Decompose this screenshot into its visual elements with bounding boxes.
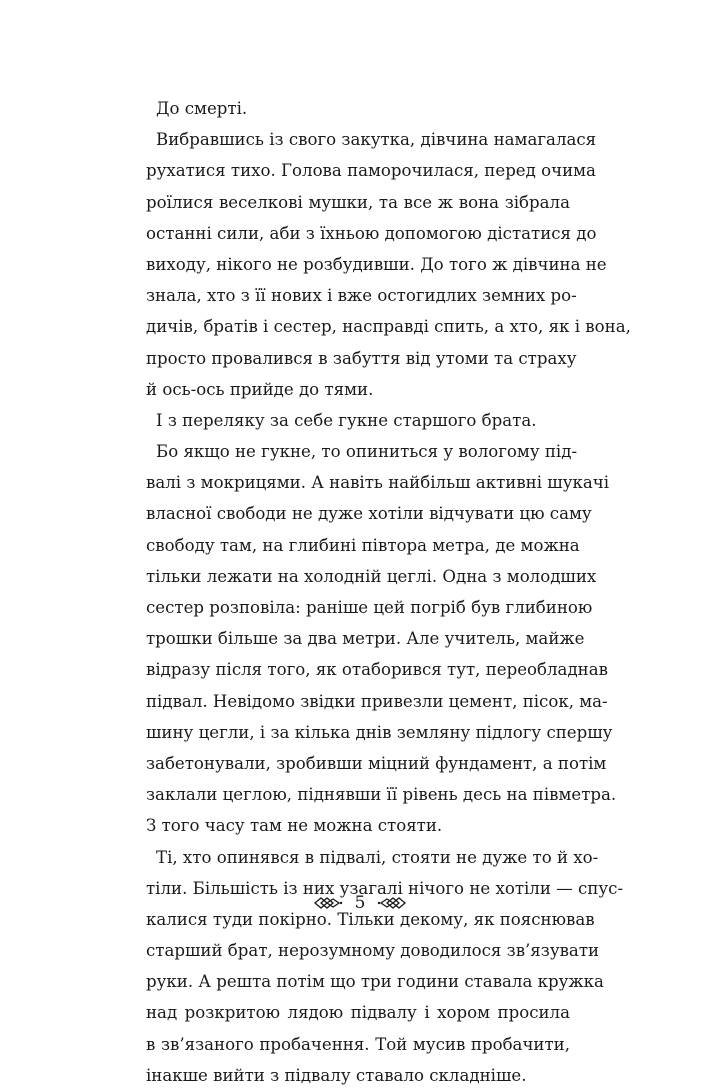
paragraph-2 — [146, 124, 570, 405]
text-line: тіли. Більшість із них узагалі нічого не хотіли — спус- — [146, 873, 570, 904]
text-line: в зв’язаного пробачення. Той мусив пробачити, — [146, 1029, 570, 1060]
paragraph-1 — [146, 93, 570, 124]
text-line: валі з мокрицями. А навіть найбільш активні шукачі — [146, 467, 570, 498]
text-line: Бо якщо не гукне, то опиниться у вологому під- — [146, 436, 570, 467]
text-line: Вибравшись із свого закутка, дівчина намагалася — [146, 124, 570, 155]
text-line: шину цегли, і за кілька днів земляну підлогу спершу — [146, 717, 570, 748]
text-line: До смерті. — [146, 93, 570, 124]
paragraph-3 — [146, 405, 570, 436]
text-line: роїлися веселкові мушки, та все ж вона зібрала — [146, 187, 570, 218]
text-line: знала, хто з її нових і вже остогидлих земних ро- — [146, 280, 570, 311]
text-line: свободу там, на глибині півтора метра, де можна — [146, 530, 570, 561]
text-line: останні сили, аби з їхньою допомогою дістатися до — [146, 218, 570, 249]
text-line: власної свободи не дуже хотіли відчувати цю саму — [146, 498, 570, 529]
body-text — [146, 93, 570, 1091]
text-line: тільки лежати на холодній цеглі. Одна з молодших — [146, 561, 570, 592]
text-line: трошки більше за два метри. Але учитель, майже — [146, 623, 570, 654]
text-line: забетонували, зробивши міцний фундамент, а потім — [146, 748, 570, 779]
text-line: І з переляку за себе гукне старшого брата. — [146, 405, 570, 436]
text-line: над розкритою лядою підвалу і хором просила — [146, 997, 570, 1028]
text-line: калися туди покірно. Тільки декому, як пояснював — [146, 904, 570, 935]
text-line: просто провалився в забуття від утоми та страху — [146, 343, 570, 374]
text-line: старший брат, нерозумному доводилося зв’язувати — [146, 935, 570, 966]
text-line: рухатися тихо. Голова паморочилася, перед очима — [146, 155, 570, 186]
text-line: дичів, братів і сестер, насправді спить, а хто, як і вона, — [146, 311, 570, 342]
paragraph-5 — [146, 842, 570, 1091]
text-line: інакше вийти з підвалу ставало складніше. — [146, 1060, 570, 1091]
text-line: сестер розповіла: раніше цей погріб був глибиною — [146, 592, 570, 623]
page-number: 5 — [355, 893, 366, 913]
left-ornament-icon — [313, 896, 343, 910]
text-line: З того часу там не можна стояти. — [146, 810, 570, 841]
text-line: Ті, хто опинявся в підвалі, стояти не дуже то й хо- — [146, 842, 570, 873]
page-footer — [0, 893, 720, 913]
text-line: заклали цеглою, піднявши її рівень десь на півметра. — [146, 779, 570, 810]
text-line: відразу після того, як отаборився тут, переобладнав — [146, 654, 570, 685]
text-line: підвал. Невідомо звідки привезли цемент, пісок, ма- — [146, 686, 570, 717]
paragraph-4 — [146, 436, 570, 841]
text-line: руки. А решта потім що три години ставала кружка — [146, 966, 570, 997]
text-line: виходу, нікого не розбудивши. До того ж дівчина не — [146, 249, 570, 280]
right-ornament-icon — [377, 896, 407, 910]
text-line: й ось-ось прийде до тями. — [146, 374, 570, 405]
